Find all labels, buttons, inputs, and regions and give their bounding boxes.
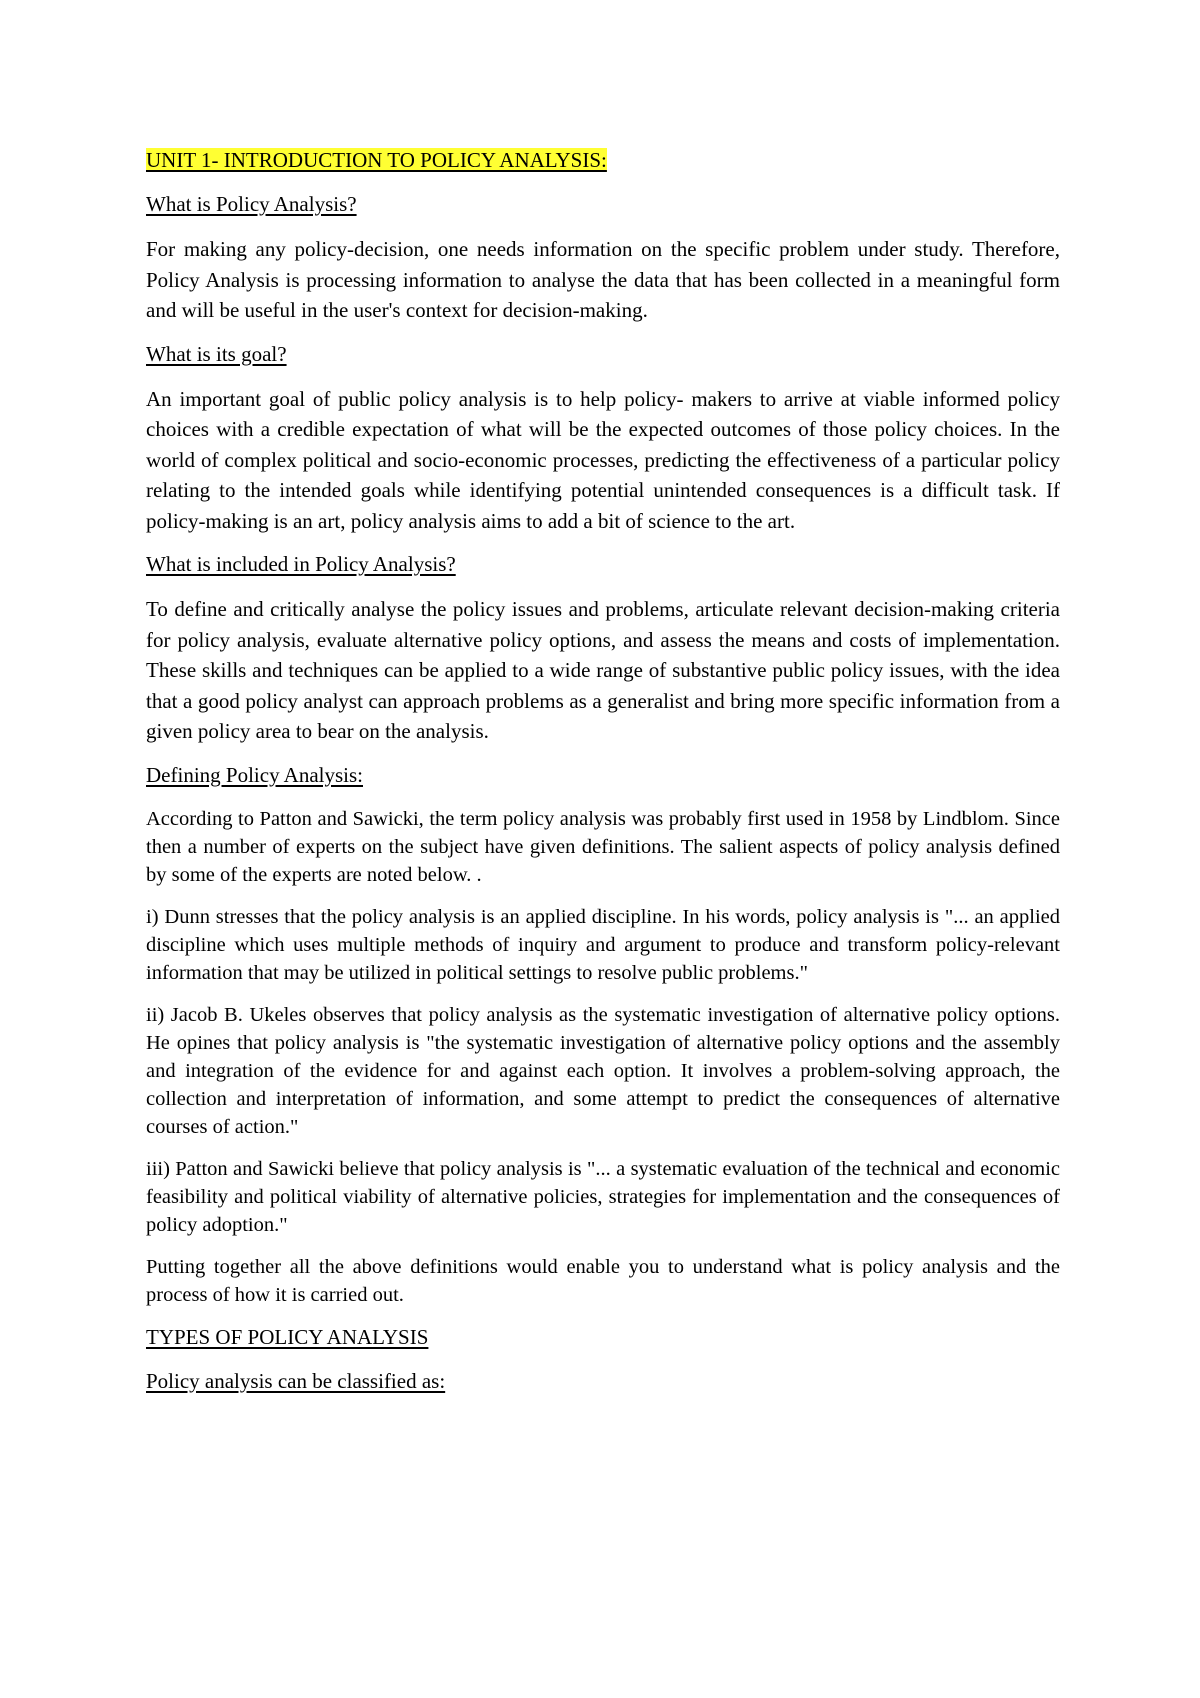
heading-classification: Policy analysis can be classified as:	[146, 1368, 446, 1393]
heading-types: TYPES OF POLICY ANALYSIS	[146, 1324, 429, 1349]
unit-title	[146, 146, 607, 174]
heading-included: What is included in Policy Analysis?	[146, 552, 456, 576]
paragraph-definition-patton-sawicki: iii) Patton and Sawicki believe that policy analysis is "... a systematic evaluation of the technical and economic feasibility and political viability of alternative policies, strategies for implementation and the consequences of policy adoption."	[146, 1157, 1060, 1236]
paragraph-what-is-policy-analysis: For making any policy-decision, one needs information on the specific problem under study. Therefore, Policy Analysis is processing information to analyse the data that has been collected in a meaningful form and will be useful in the user's context for decision-making.	[146, 237, 1060, 322]
document-body	[146, 146, 1060, 1411]
paragraph-goal: An important goal of public policy analysis is to help policy- makers to arrive at viable informed policy choices with a credible expectation of what will be the expected outcomes of those policy choices. In the world of complex political and socio-economic processes, predicting the effectiveness of a particular policy relating to the intended goals while identifying potential unintended consequences is a difficult task. If policy-making is an art, policy analysis aims to add a bit of science to the art.	[146, 386, 1060, 533]
unit-title-highlight: UNIT 1- INTRODUCTION TO POLICY ANALYSIS:	[146, 148, 607, 172]
paragraph-included: To define and critically analyse the policy issues and problems, articulate relevant decision-making criteria for policy analysis, evaluate alternative policy options, and assess the means and costs of implementation. These skills and techniques can be applied to a wide range of substantive public policy issues, with the idea that a good policy analyst can approach problems as a generalist and bring more specific information from a given policy area to bear on the analysis.	[146, 597, 1060, 743]
paragraph-definition-dunn: i) Dunn stresses that the policy analysis is an applied discipline. In his words, policy analysis is "... an applied discipline which uses multiple methods of inquiry and argument to produce and transform policy-relevant information that may be utilized in political settings to resolve public problems."	[146, 905, 1060, 984]
paragraph-definitions-summary: Putting together all the above definitions would enable you to understand what is policy analysis and the process of how it is carried out.	[146, 1255, 1060, 1306]
paragraph-defining-intro: According to Patton and Sawicki, the term policy analysis was probably first used in 1958 by Lindblom. Since then a number of experts on the subject have given definitions. The salient aspects of policy analysis defined by some of the experts are noted below. .	[146, 807, 1060, 886]
paragraph-definition-ukeles: ii) Jacob B. Ukeles observes that policy analysis as the systematic investigation of alternative policy options. He opines that policy analysis is "the systematic investigation of alternative policy options and the assembly and integration of the evidence for and against each option. It involves a problem-solving approach, the collection and interpretation of information, and some attempt to predict the consequences of alternative courses of action."	[146, 1003, 1060, 1138]
heading-what-is-policy-analysis: What is Policy Analysis?	[146, 192, 357, 216]
heading-defining: Defining Policy Analysis:	[146, 762, 363, 787]
heading-goal: What is its goal?	[146, 341, 287, 366]
